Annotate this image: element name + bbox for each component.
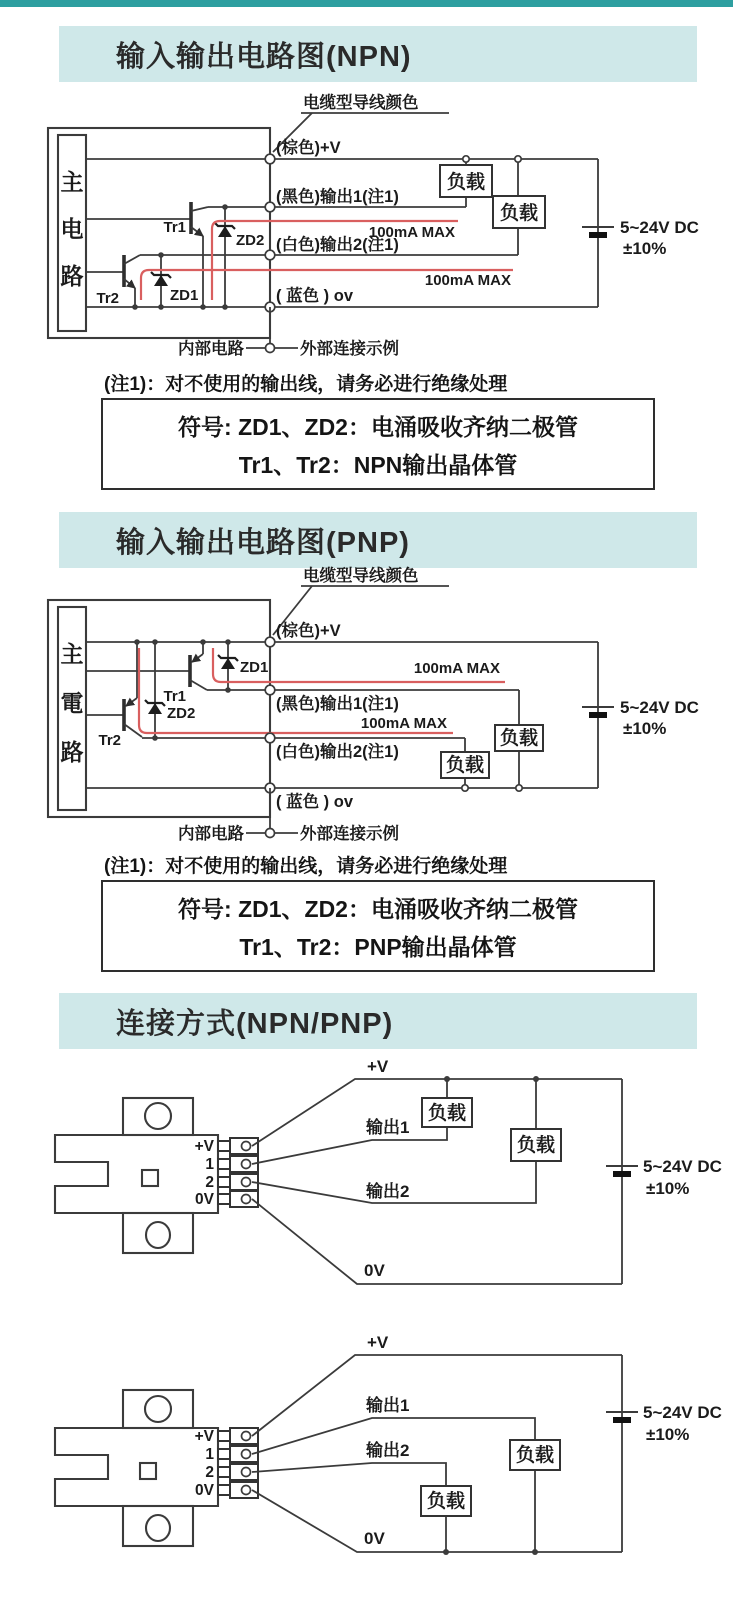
zener-zd2: [145, 642, 165, 738]
svg-text:主: 主: [60, 169, 84, 195]
load-label-1: 负载: [515, 1445, 555, 1466]
wire-label-blue: ( 蓝色 ) ov: [276, 287, 353, 305]
pin-label-0v: 0V: [195, 1482, 214, 1499]
wire-label-white: (白色)输出2(注1): [276, 236, 399, 254]
sensor-body: [55, 1098, 218, 1253]
transistor-tr2: [124, 255, 140, 307]
wire-label-out2: 输出2: [366, 1441, 410, 1460]
tr1-label: Tr1: [163, 219, 186, 236]
wire-label-blue: ( 蓝色 ) ov: [276, 793, 353, 811]
load-label-2: 负载: [499, 203, 539, 224]
wiring: [252, 1355, 622, 1552]
section-title-npn: 输入输出电路图(NPN): [116, 40, 412, 73]
section-header-npn: [59, 26, 697, 82]
pin-label-1: 1: [205, 1446, 214, 1463]
supply-voltage: 5~24V DC: [643, 1403, 722, 1422]
internal-circuit-label: 内部电路: [178, 825, 244, 843]
connection-diagram-npn: [0, 1055, 733, 1300]
wire-label-out1: 输出1: [366, 1118, 410, 1137]
zd1-label: ZD1: [170, 287, 199, 304]
pin-label-1: 1: [205, 1156, 214, 1173]
current-max-out1: 100mA MAX: [368, 224, 455, 241]
wire-label-black: (黑色)输出1(注1): [276, 695, 399, 713]
load-label-2: 负载: [445, 755, 485, 776]
zd2-label: ZD2: [167, 705, 196, 722]
section-title-pnp: 输入输出电路图(PNP): [116, 526, 410, 559]
load-label-1: 负载: [499, 728, 539, 749]
load-label-2: 负载: [516, 1135, 556, 1156]
load-label-1: 负载: [427, 1103, 467, 1124]
tr2-label: Tr2: [96, 290, 119, 307]
supply-tolerance: ±10%: [623, 239, 667, 258]
load-label-1: 负载: [446, 172, 486, 193]
sensor-body: [55, 1390, 218, 1546]
wire-label-vplus: +V: [367, 1333, 389, 1352]
zd1-label: ZD1: [240, 659, 269, 676]
current-max-out2: 100mA MAX: [424, 272, 511, 289]
section-header-connection: [59, 993, 697, 1049]
supply-voltage: 5~24V DC: [643, 1157, 722, 1176]
svg-text:路: 路: [60, 739, 84, 765]
pin-label-0v: 0V: [195, 1191, 214, 1208]
zener-zd1: [151, 255, 171, 307]
tr1-label: Tr1: [163, 688, 186, 705]
internal-circuit-label: 内部电路: [178, 340, 244, 358]
svg-text:电: 电: [60, 216, 84, 242]
supply-tolerance: ±10%: [646, 1179, 690, 1198]
wire-label-black: (黑色)输出1(注1): [276, 188, 399, 206]
npn-circuit-diagram: [0, 85, 733, 370]
pnp-symbol-box: [101, 880, 655, 972]
pnp-symbol-line1: 符号: ZD1、ZD2：电涌吸收齐纳二极管: [178, 895, 578, 922]
cable-color-note: 电缆型导线颜色: [303, 567, 419, 585]
wire-label-brown: (棕色)+V: [276, 622, 341, 640]
svg-text:路: 路: [60, 263, 84, 289]
wire-label-white: (白色)输出2(注1): [276, 743, 399, 761]
wire-label-out1: 输出1: [366, 1396, 410, 1415]
pnp-circuit-diagram: [0, 560, 733, 852]
supply-voltage: 5~24V DC: [620, 698, 699, 717]
supply-voltage: 5~24V DC: [620, 218, 699, 237]
tr2-label: Tr2: [98, 732, 121, 749]
external-connection-label: 外部连接示例: [300, 340, 399, 358]
supply-tolerance: ±10%: [623, 719, 667, 738]
current-max-out1: 100mA MAX: [413, 660, 500, 677]
transistor-tr1: [190, 642, 207, 690]
pnp-wires: [86, 642, 598, 788]
wire-label-out2: 输出2: [366, 1182, 410, 1201]
pin-block: [218, 1138, 258, 1207]
pnp-note: (注1)：对不使用的输出线，请务必进行绝缘处理: [104, 856, 508, 877]
main-circuit-label: [61, 641, 84, 765]
zd2-label: ZD2: [236, 232, 265, 249]
pnp-symbol-line2: Tr1、Tr2：PNP输出晶体管: [239, 933, 517, 960]
pin-block: [218, 1428, 258, 1498]
pin-label-2: 2: [205, 1174, 214, 1191]
connection-diagram-pnp: [0, 1300, 733, 1605]
svg-text:電: 電: [60, 690, 84, 716]
wire-label-0v: 0V: [364, 1261, 385, 1280]
external-connection-label: 外部连接示例: [300, 825, 399, 843]
npn-symbol-line2: Tr1、Tr2：NPN输出晶体管: [238, 451, 518, 478]
supply-tolerance: ±10%: [646, 1425, 690, 1444]
wire-label-brown: (棕色)+V: [276, 139, 341, 157]
pin-label-vplus: +V: [194, 1428, 214, 1445]
npn-symbol-box: [101, 398, 655, 490]
svg-text:主: 主: [60, 641, 84, 667]
current-max-out2: 100mA MAX: [360, 715, 447, 732]
pin-label-vplus: +V: [194, 1138, 214, 1155]
wire-label-vplus: +V: [367, 1057, 389, 1076]
section-title-connection: 连接方式(NPN/PNP): [116, 1007, 394, 1040]
npn-note: (注1)：对不使用的输出线，请务必进行绝缘处理: [104, 374, 508, 395]
load-label-2: 负载: [426, 1491, 466, 1512]
wire-label-0v: 0V: [364, 1529, 385, 1548]
cable-color-note: 电缆型导线颜色: [303, 94, 419, 112]
top-accent-bar: [0, 0, 733, 7]
npn-symbol-line1: 符号: ZD1、ZD2：电涌吸收齐纳二极管: [178, 413, 578, 440]
pin-label-2: 2: [205, 1464, 214, 1481]
main-circuit-label: [61, 169, 84, 289]
